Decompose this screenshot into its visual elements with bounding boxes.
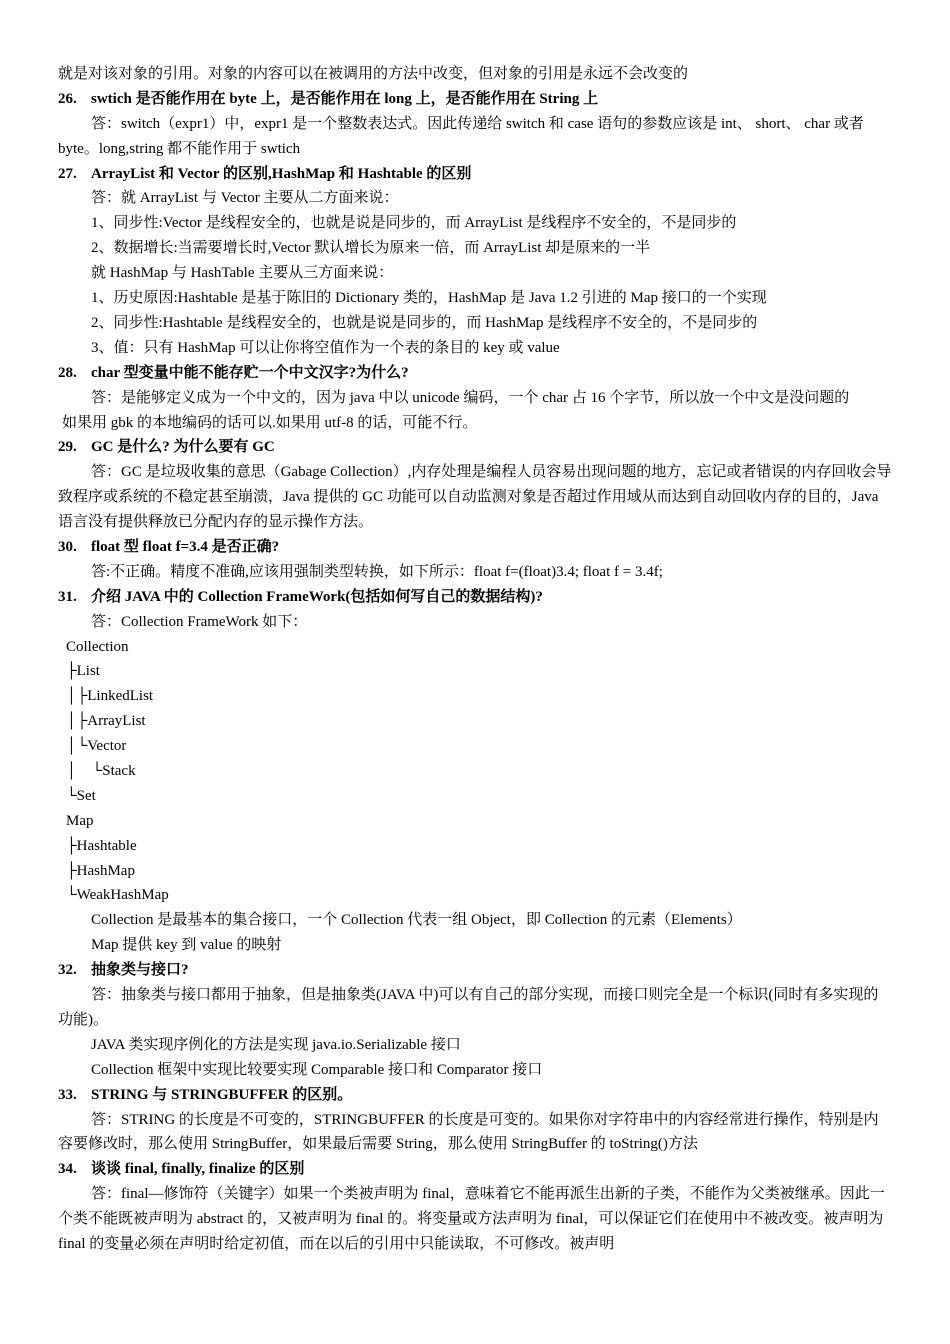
text-line: 答：switch（expr1）中，expr1 是一个整数表达式。因此传递给 switch 和 case 语句的参数应该是 int、 short、 char 或者 byte。long,string 都不能作用于 swtich xyxy=(58,115,864,157)
tree-line: │ └Stack xyxy=(66,763,136,780)
question-heading xyxy=(58,435,892,460)
text-line: Collection 框架中实现比较要实现 Comparable 接口和 Comparator 接口 xyxy=(91,1061,543,1078)
text-line: Map 提供 key 到 value 的映射 xyxy=(91,937,282,954)
text-line: 答：是能够定义成为一个中文的，因为 java 中以 unicode 编码，一个 char 占 16 个字节，所以放一个中文是没问题的 xyxy=(91,389,850,406)
text-line: 答:不正确。精度不准确,应该用强制类型转换，如下所示：float f=(float)3.4; float f = 3.4f; xyxy=(91,563,663,580)
tree-line: │└Vector xyxy=(66,738,127,755)
question-title: swtich 是否能作用在 byte 上，是否能作用在 long 上，是否能作用在 String 上 xyxy=(91,90,599,107)
question-number: 26. xyxy=(58,90,77,107)
text-line: 2、同步性:Hashtable 是线程安全的，也就是说是同步的，而 HashMap 是线程序不安全的，不是同步的 xyxy=(91,314,758,331)
question-number: 33. xyxy=(58,1086,77,1103)
tree-line: └WeakHashMap xyxy=(66,887,169,904)
question-heading xyxy=(58,1083,892,1108)
question-title: char 型变量中能不能存贮一个中文汉字?为什么? xyxy=(91,364,409,381)
question-title: float 型 float f=3.4 是否正确? xyxy=(91,539,280,556)
question-heading xyxy=(58,958,892,983)
text-line: 就是对该对象的引用。对象的内容可以在被调用的方法中改变，但对象的引用是永远不会改变的 xyxy=(58,66,689,82)
question-number: 27. xyxy=(58,165,77,182)
text-line: 2、数据增长:当需要增长时,Vector 默认增长为原来一倍，而 ArrayList 却是原来的一半 xyxy=(91,240,651,257)
text-line: Collection 是最基本的集合接口，一个 Collection 代表一组 Object，即 Collection 的元素（Elements） xyxy=(91,912,742,929)
question-heading xyxy=(58,1157,892,1182)
tree-line: │├LinkedList xyxy=(66,688,154,705)
text-line: 如果用 gbk 的本地编码的话可以.如果用 utf-8 的话，可能不行。 xyxy=(62,414,478,431)
question-heading xyxy=(58,535,892,560)
question-number: 34. xyxy=(58,1161,77,1178)
text-line: 答：Collection FrameWork 如下： xyxy=(91,613,308,630)
tree-line: ├HashMap xyxy=(66,862,135,879)
question-number: 28. xyxy=(58,364,77,381)
question-title: ArrayList 和 Vector 的区别,HashMap 和 Hashtable 的区别 xyxy=(91,165,472,182)
text-line: JAVA 类实现序例化的方法是实现 java.io.Serializable 接口 xyxy=(91,1036,461,1053)
question-heading xyxy=(58,585,892,610)
question-title: GC 是什么? 为什么要有 GC xyxy=(91,439,275,456)
question-number: 32. xyxy=(58,962,77,979)
question-heading xyxy=(58,162,892,187)
text-line: 1、同步性:Vector 是线程安全的，也就是说是同步的，而 ArrayList 是线程序不安全的，不是同步的 xyxy=(91,215,737,232)
question-title: 抽象类与接口? xyxy=(91,962,189,979)
text-line: 答：STRING 的长度是不可变的，STRINGBUFFER 的长度是可变的。如果你对字符串中的内容经常进行操作，特别是内容要修改时，那么使用 StringBuffer，如果最后需要 String，那么使用 StringBuffer 的 toString()方法 xyxy=(58,1111,879,1153)
tree-line: ├Hashtable xyxy=(66,837,137,854)
tree-line: ├List xyxy=(66,663,100,680)
text-line: 答：就 ArrayList 与 Vector 主要从二方面来说： xyxy=(91,190,399,207)
question-heading xyxy=(58,361,892,386)
question-number: 29. xyxy=(58,439,77,456)
tree-line: Map xyxy=(66,812,94,829)
question-number: 30. xyxy=(58,539,77,556)
text-line: 3、值：只有 HashMap 可以让你将空值作为一个表的条目的 key 或 value xyxy=(91,339,560,356)
tree-line: └Set xyxy=(66,787,96,804)
question-title: 介绍 JAVA 中的 Collection FrameWork(包括如何写自己的数据结构)? xyxy=(91,588,543,605)
text-line: 答：抽象类与接口都用于抽象，但是抽象类(JAVA 中)可以有自己的部分实现，而接口则完全是一个标识(同时有多实现的功能)。 xyxy=(58,987,879,1028)
tree-line: Collection xyxy=(66,638,129,655)
question-number: 31. xyxy=(58,588,77,605)
text-line: 1、历史原因:Hashtable 是基于陈旧的 Dictionary 类的，HashMap 是 Java 1.2 引进的 Map 接口的一个实现 xyxy=(91,290,767,307)
question-heading xyxy=(58,87,892,112)
tree-line: │├ArrayList xyxy=(66,713,146,730)
text-line: 答：GC 是垃圾收集的意思（Gabage Collection）,内存处理是编程人员容易出现问题的地方，忘记或者错误的内存回收会导致程序或系统的不稳定甚至崩溃，Java 提供的 GC 功能可以自动监测对象是否超过作用域从而达到自动回收内存的目的，Java 语言没有提供释放已分配内存的显示操作方法。 xyxy=(58,464,892,531)
question-title: STRING 与 STRINGBUFFER 的区别。 xyxy=(91,1086,353,1103)
text-line: 答：final—修饰符（关键字）如果一个类被声明为 final，意味着它不能再派生出新的子类，不能作为父类被继承。因此一个类不能既被声明为 abstract 的，又被声明为 final 的。将变量或方法声明为 final，可以保证它们在使用中不被改变。被声明为 final 的变量必须在声明时给定初值，而在以后的引用中只能读取，不可修改。被声明 xyxy=(58,1186,885,1253)
text-line: 就 HashMap 与 HashTable 主要从三方面来说： xyxy=(91,265,394,282)
question-title: 谈谈 final, finally, finalize 的区别 xyxy=(91,1161,305,1178)
